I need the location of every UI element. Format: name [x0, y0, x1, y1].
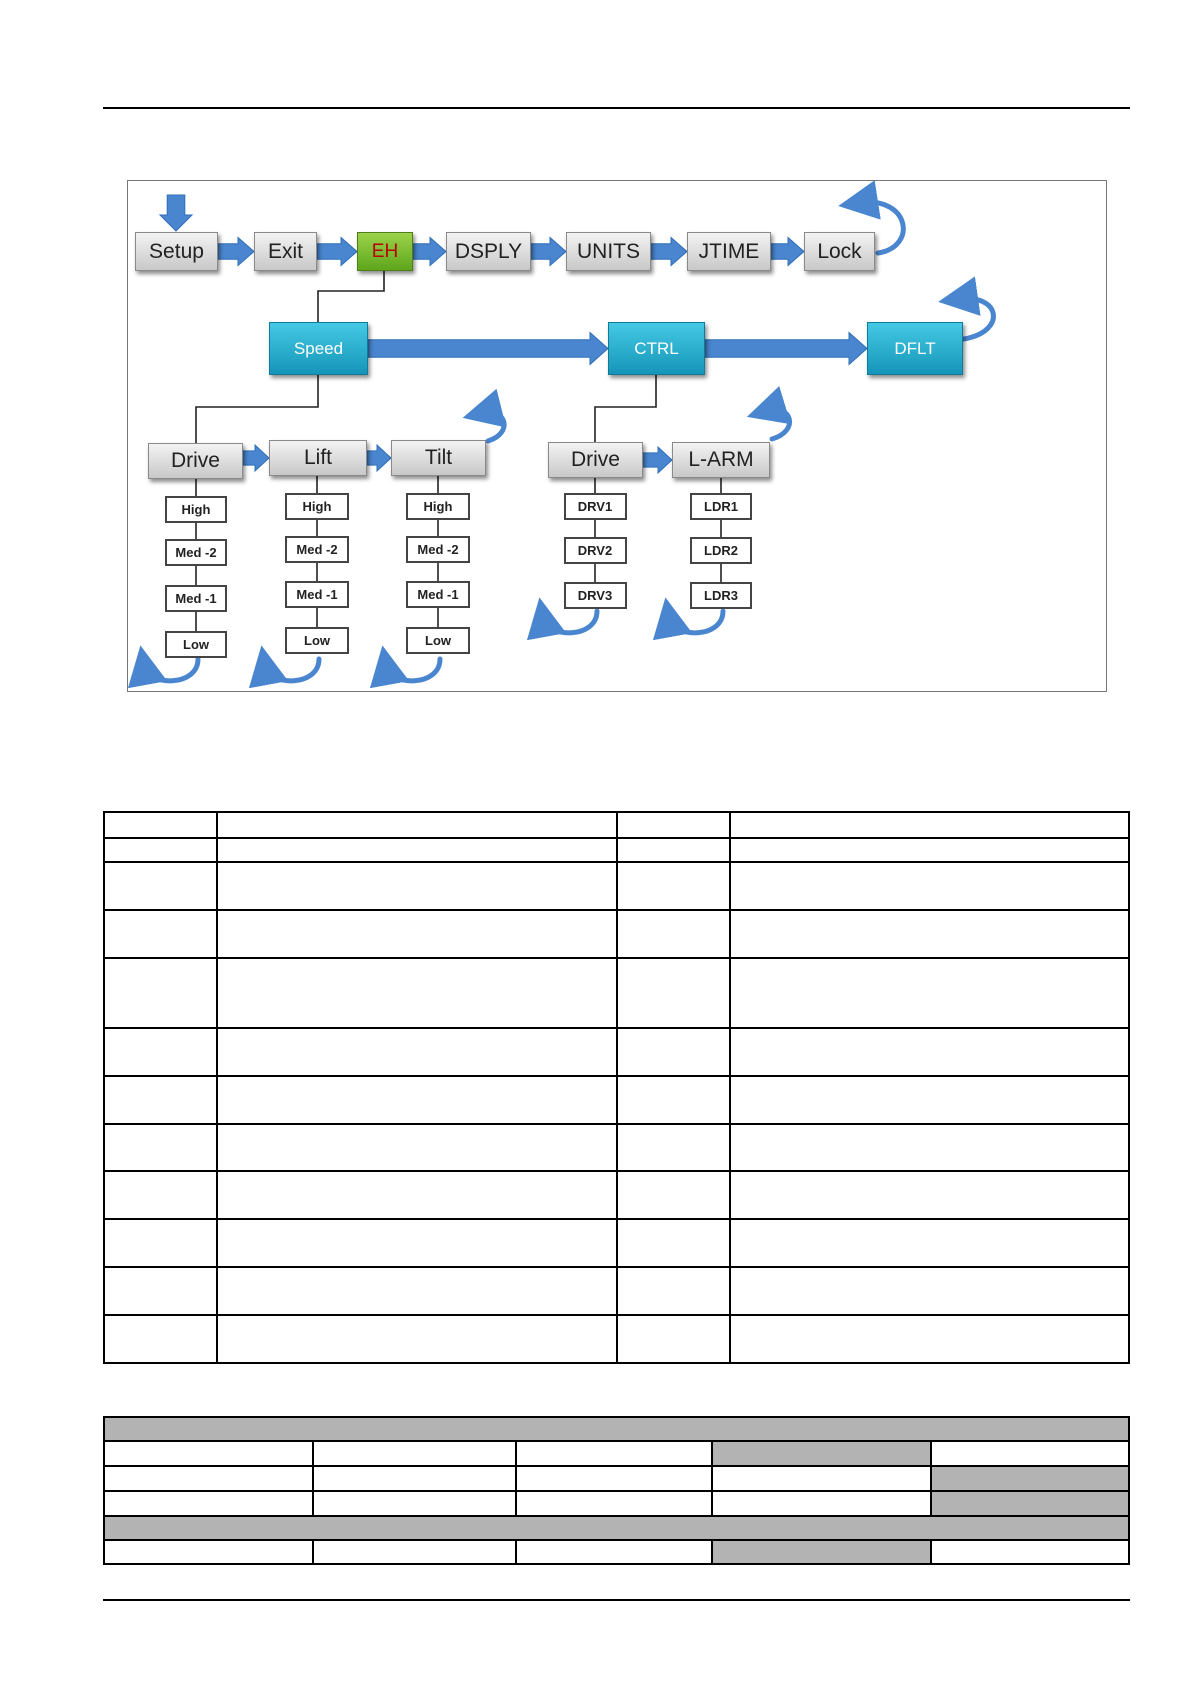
option-larm-2 [690, 537, 752, 564]
table-row [104, 862, 1129, 910]
node-dsply-label: DSPLY [454, 239, 523, 263]
arrow-jtime [771, 238, 804, 266]
node-exit-label: Exit [267, 239, 303, 263]
node-eh [357, 232, 413, 271]
option-lift-3-label: Med -1 [296, 587, 338, 602]
settings-table [103, 1416, 1130, 1565]
option-drive-1-label: High [181, 502, 211, 517]
option-lift-2 [285, 536, 349, 563]
connector-eh-speed [318, 271, 384, 322]
arrow-drive [243, 445, 269, 471]
loop-arrow-tilt-options [386, 659, 440, 681]
option-drive-2 [165, 539, 227, 566]
loop-arrow-tilt [482, 412, 504, 441]
table-row [104, 1171, 1129, 1219]
option-drive2-1-label: DRV1 [577, 499, 613, 514]
option-drive-1 [165, 496, 227, 523]
node-tilt-label: Tilt [424, 446, 453, 469]
table-row [104, 812, 1129, 838]
option-drive-4 [165, 631, 227, 658]
table-row [104, 1076, 1129, 1124]
loop-arrow-dflt [958, 298, 993, 339]
table-row [104, 838, 1129, 862]
table-row [104, 910, 1129, 958]
menu-flow-diagram [127, 180, 1107, 692]
table-header-row [104, 1516, 1129, 1540]
node-larm [672, 442, 770, 478]
node-jtime-label: JTIME [698, 239, 760, 263]
table-header-row [104, 1417, 1129, 1441]
arrow-drive2 [643, 447, 672, 473]
arrow-setup [218, 238, 254, 266]
option-tilt-4 [406, 627, 470, 654]
table-row [104, 1491, 1129, 1516]
node-setup [135, 232, 218, 271]
node-speed [269, 322, 368, 375]
option-tilt-1 [406, 493, 470, 520]
node-drive-label: Drive [170, 449, 220, 472]
arrow-eh [413, 238, 446, 266]
table-row [104, 1267, 1129, 1315]
table-row [104, 1441, 1129, 1466]
header-rule [103, 107, 1130, 109]
option-tilt-3 [406, 581, 470, 608]
option-lift-2-label: Med -2 [296, 542, 338, 557]
table-row [104, 1315, 1129, 1363]
node-ctrl-label: CTRL [634, 338, 679, 358]
option-lift-4 [285, 627, 349, 654]
node-larm-label: L-ARM [688, 448, 754, 471]
node-dflt-label: DFLT [894, 338, 936, 358]
table-row [104, 1219, 1129, 1267]
arrow-speed [368, 333, 608, 365]
node-tilt [391, 440, 486, 476]
node-speed-label: Speed [293, 338, 344, 358]
node-lift-label: Lift [303, 446, 332, 469]
option-tilt-2 [406, 536, 470, 563]
loop-arrow-drive-options [144, 659, 198, 681]
table-row [104, 1028, 1129, 1076]
option-larm-1 [690, 493, 752, 520]
option-drive-4-label: Low [183, 637, 209, 652]
option-tilt-2-label: Med -2 [417, 542, 459, 557]
node-drive [148, 443, 243, 479]
entry-arrow [160, 195, 192, 231]
parameter-table [103, 811, 1130, 1364]
arrow-lift [367, 445, 391, 471]
node-lock [804, 232, 875, 271]
option-lift-1 [285, 493, 349, 520]
table-row [104, 1466, 1129, 1491]
node-drive2 [548, 442, 643, 478]
node-drive2-label: Drive [570, 448, 620, 471]
table-row [104, 1540, 1129, 1564]
arrow-units [651, 238, 687, 266]
loop-arrow-lift-options [265, 659, 319, 681]
option-larm-1-label: LDR1 [704, 499, 738, 514]
option-drive2-2-label: DRV2 [577, 543, 613, 558]
option-lift-4-label: Low [304, 633, 330, 648]
option-drive2-1 [564, 493, 627, 520]
arrow-dsply [531, 238, 566, 266]
option-larm-3-label: LDR3 [704, 588, 738, 603]
option-tilt-1-label: High [423, 499, 453, 514]
node-exit [254, 232, 317, 271]
option-tilt-4-label: Low [425, 633, 451, 648]
node-dsply [446, 232, 531, 271]
loop-arrow-larm [766, 410, 790, 439]
node-lift [269, 440, 367, 476]
arrow-exit [317, 238, 357, 266]
node-units-label: UNITS [577, 239, 640, 263]
table-row [104, 958, 1129, 1028]
table-row [104, 1124, 1129, 1171]
option-lift-3 [285, 581, 349, 608]
option-larm-3 [690, 582, 752, 609]
node-units [566, 232, 651, 271]
node-ctrl [608, 322, 705, 375]
node-dflt [867, 322, 963, 375]
connector-speed-drive [196, 375, 318, 443]
option-tilt-3-label: Med -1 [417, 587, 459, 602]
node-jtime [687, 232, 771, 271]
arrow-ctrl [705, 333, 867, 365]
node-setup-label: Setup [149, 239, 204, 263]
option-drive-2-label: Med -2 [175, 545, 217, 560]
option-lift-1-label: High [302, 499, 332, 514]
option-drive2-2 [564, 537, 627, 564]
loop-arrow-drive2-options [543, 611, 597, 633]
connector-ctrl-drive [595, 375, 656, 442]
option-drive2-3-label: DRV3 [577, 588, 613, 603]
footer-rule [103, 1599, 1130, 1601]
option-drive-3 [165, 585, 227, 612]
node-lock-label: Lock [817, 239, 862, 263]
node-eh-label: EH [371, 240, 399, 262]
option-larm-2-label: LDR2 [704, 543, 738, 558]
loop-arrow-larm-options [669, 611, 723, 633]
option-drive2-3 [564, 582, 627, 609]
option-drive-3-label: Med -1 [175, 591, 217, 606]
